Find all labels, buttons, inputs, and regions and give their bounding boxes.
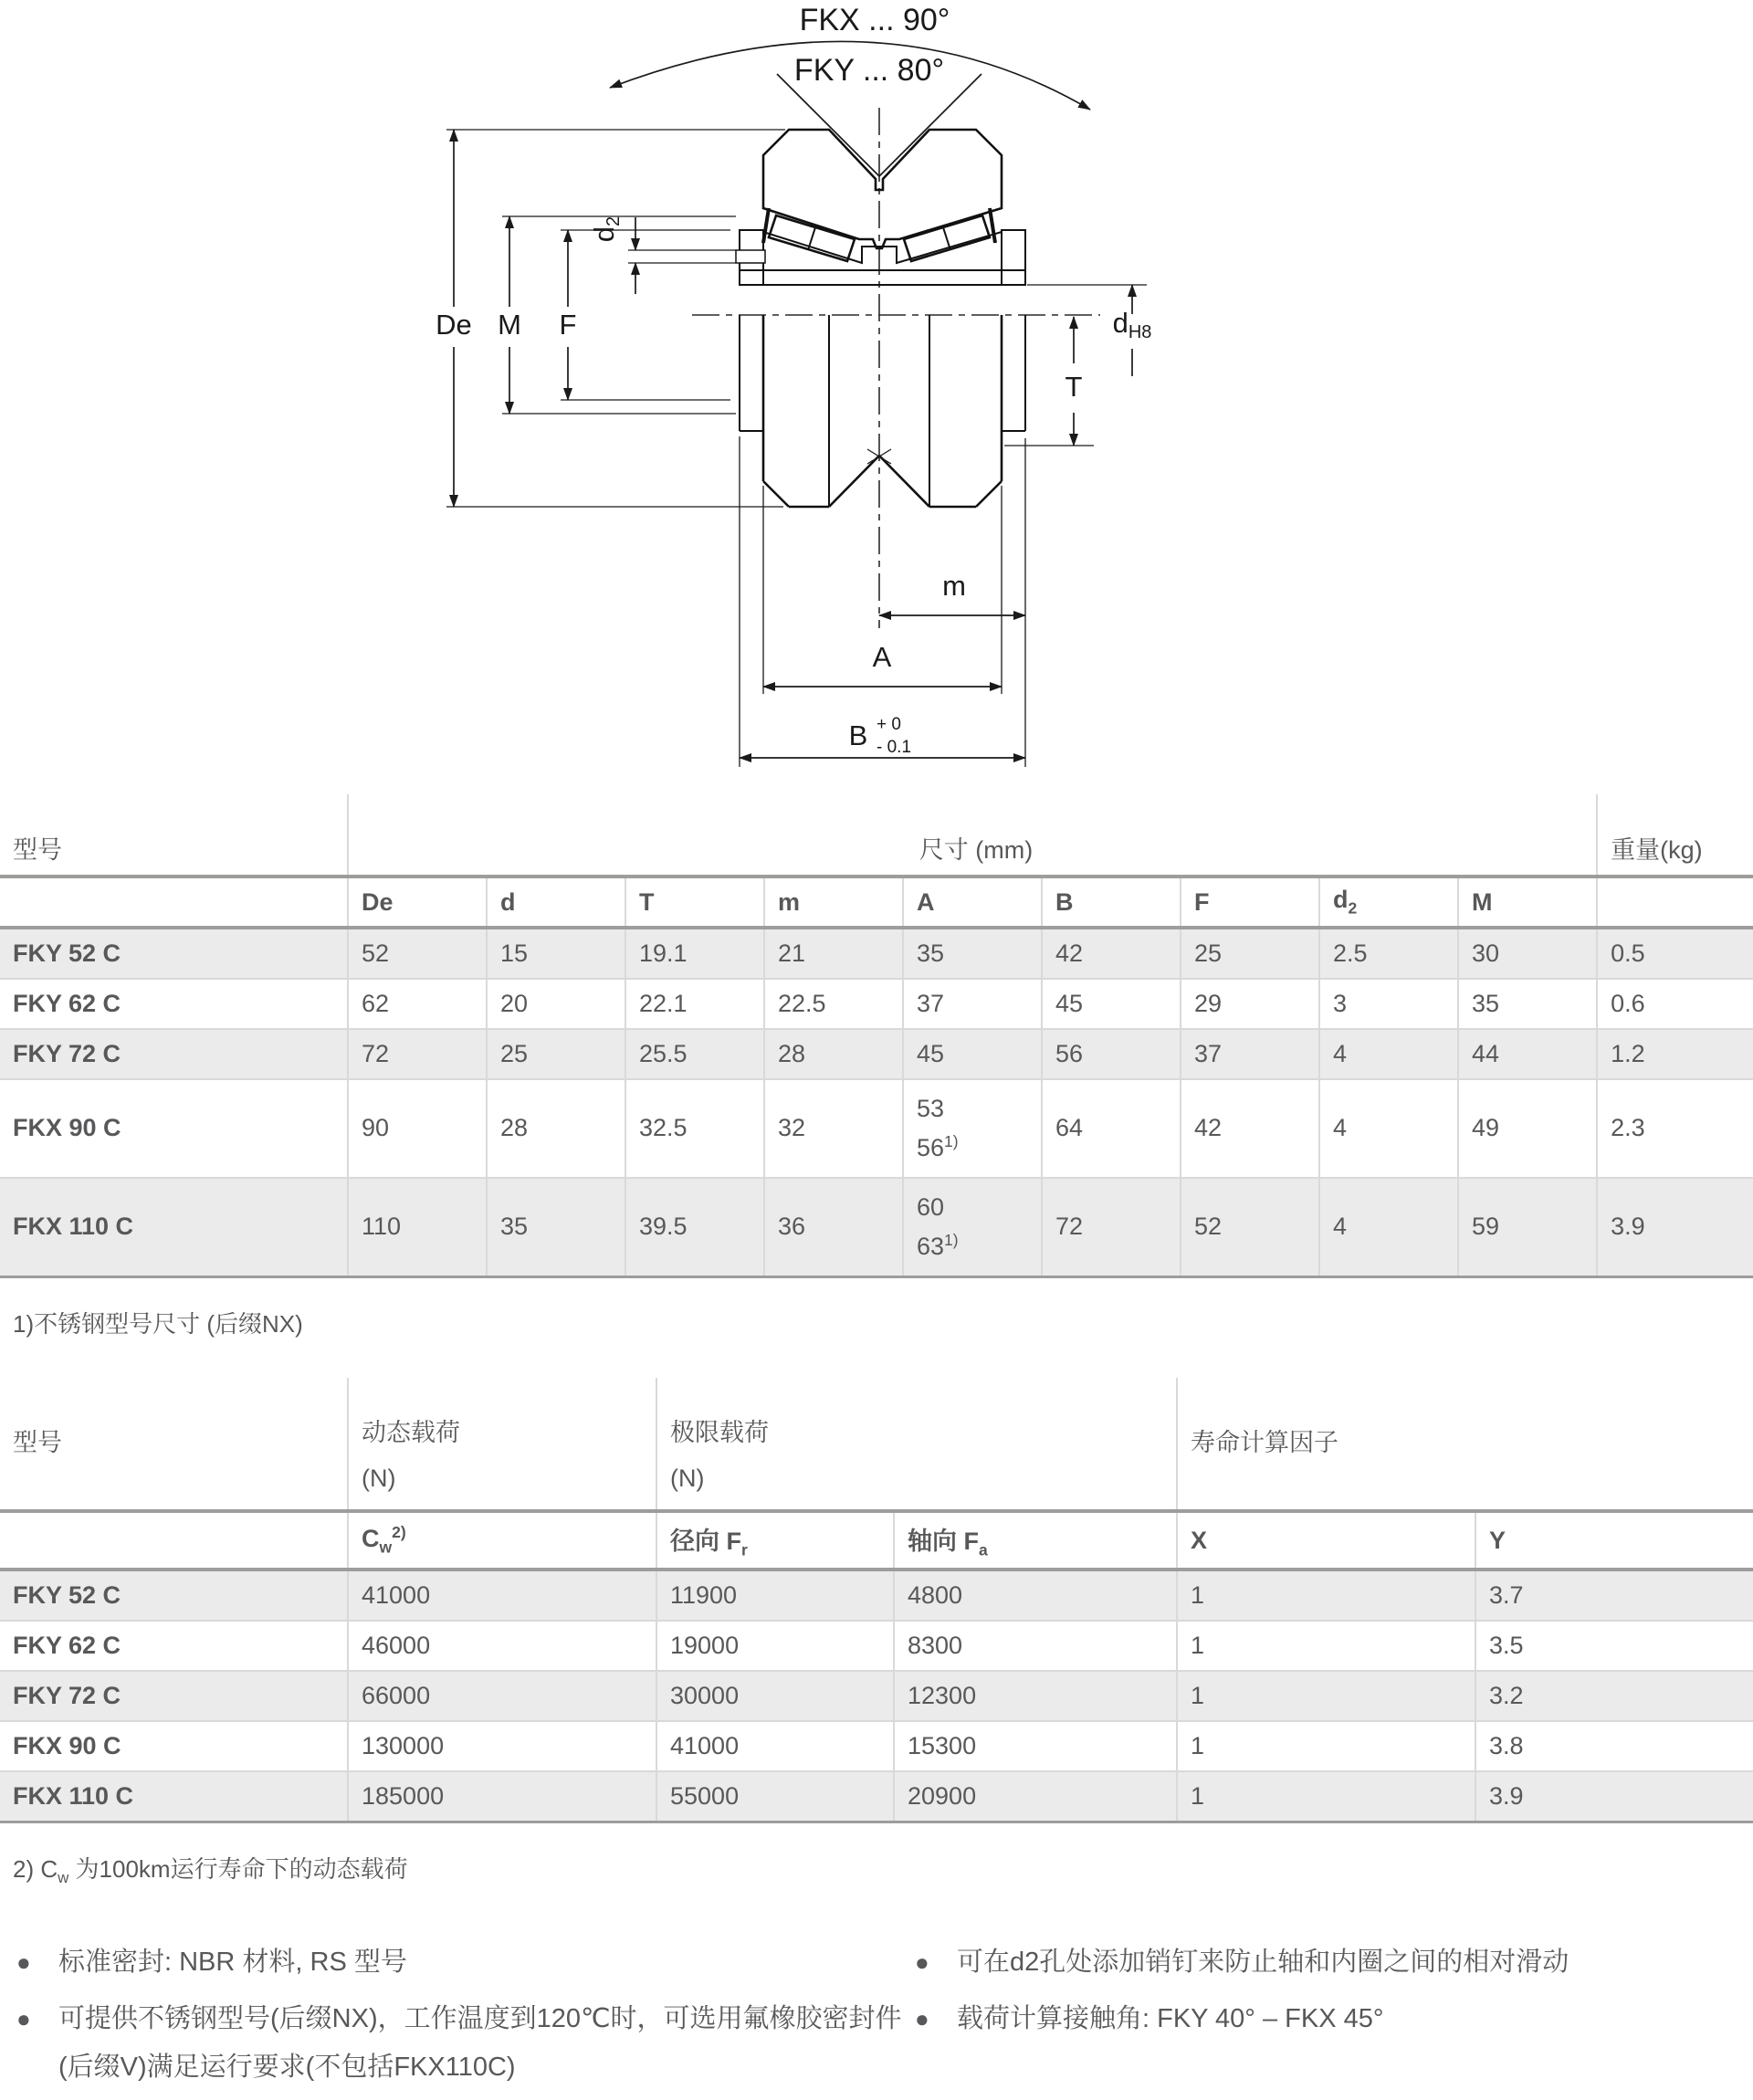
- subheader-m: m: [764, 877, 903, 928]
- value-cell: 37: [1181, 1029, 1319, 1079]
- model-cell: FKY 52 C: [0, 928, 348, 979]
- footnote-2: 2) $C_w$ 为100km运行寿命下的动态载荷: [13, 1855, 408, 1887]
- angle-label-fky: FKY ... 80°: [793, 53, 945, 88]
- value-cell: 3.2: [1475, 1671, 1753, 1721]
- model-cell: FKX 90 C: [0, 1721, 348, 1771]
- value-cell: 72: [1042, 1178, 1181, 1277]
- value-cell: 2.3: [1597, 1079, 1753, 1178]
- value-cell: 21: [764, 928, 903, 979]
- subheader-B: B: [1042, 877, 1181, 928]
- value-cell: 1: [1177, 1771, 1475, 1822]
- value-cell: 53 56$^{1)}$: [903, 1079, 1042, 1178]
- value-cell: 3: [1319, 979, 1458, 1029]
- note-item: [915, 1938, 1737, 1988]
- dim-label-de: De: [436, 309, 472, 341]
- subheader-axial-fa: 轴向 $F_a$: [894, 1511, 1177, 1570]
- value-cell: 0.5: [1597, 928, 1753, 979]
- table-row: [0, 1621, 1753, 1671]
- note-item: [16, 1938, 904, 1988]
- value-cell: 110: [348, 1178, 487, 1277]
- table2-body: [0, 1570, 1753, 1822]
- col-header-weight: 重量(kg): [1597, 794, 1753, 877]
- note-item: [16, 1995, 904, 2093]
- value-cell: 41000: [348, 1570, 656, 1621]
- bearing-cross-section-drawing: [0, 0, 1753, 767]
- notes-section: [0, 1938, 1753, 2100]
- value-cell: 12300: [894, 1671, 1177, 1721]
- table-row: [0, 1570, 1753, 1621]
- table-row: [0, 1029, 1753, 1079]
- value-cell: 44: [1458, 1029, 1597, 1079]
- value-cell: 2.5: [1319, 928, 1458, 979]
- value-cell: 4: [1319, 1079, 1458, 1178]
- value-cell: 72: [348, 1029, 487, 1079]
- note-text: 可提供不锈钢型号(后缀NX)，工作温度到120℃时，可选用氟橡胶密封件(后缀V)满足运行要求(不包括FKX110C): [58, 2003, 902, 2083]
- value-cell: 55000: [656, 1771, 894, 1822]
- value-cell: 4800: [894, 1570, 1177, 1621]
- dim-label-d2-base: d: [588, 226, 620, 243]
- table1-sub-header: [0, 877, 1753, 928]
- subheader-T: T: [625, 877, 764, 928]
- table-row: [0, 1079, 1753, 1178]
- value-cell: 64: [1042, 1079, 1181, 1178]
- subheader-d: d: [487, 877, 625, 928]
- value-cell: 52: [1181, 1178, 1319, 1277]
- table-row: [0, 979, 1753, 1029]
- value-cell: 11900: [656, 1570, 894, 1621]
- value-cell: 30000: [656, 1671, 894, 1721]
- table2-group-header: [0, 1378, 1753, 1511]
- value-cell: 25.5: [625, 1029, 764, 1079]
- notes-right-column: [904, 1938, 1737, 2100]
- table2-sub-header: [0, 1511, 1753, 1570]
- subheader-M: M: [1458, 877, 1597, 928]
- subheader-A: A: [903, 877, 1042, 928]
- subheader-cw: $C_w^{2)}$: [348, 1511, 656, 1570]
- bullet-icon: ●: [915, 1948, 929, 1977]
- value-cell: 22.1: [625, 979, 764, 1029]
- angle-label-fkx: FKX ... 90°: [799, 3, 950, 37]
- value-cell: 29: [1181, 979, 1319, 1029]
- value-cell: 35: [903, 928, 1042, 979]
- value-cell: 3.8: [1475, 1721, 1753, 1771]
- model-cell: FKX 110 C: [0, 1771, 348, 1822]
- value-cell: 1: [1177, 1721, 1475, 1771]
- notes-left-column: [0, 1938, 904, 2100]
- subheader-empty: [0, 877, 348, 928]
- value-cell: 46000: [348, 1621, 656, 1671]
- d2-pin-hole: [736, 250, 765, 263]
- value-cell: 39.5: [625, 1178, 764, 1277]
- value-cell: 3.7: [1475, 1570, 1753, 1621]
- subheader-radial-fr: 径向 $F_r$: [656, 1511, 894, 1570]
- table-row: [0, 1771, 1753, 1822]
- value-cell: 15: [487, 928, 625, 979]
- model-cell: FKX 110 C: [0, 1178, 348, 1277]
- model-cell: FKY 62 C: [0, 979, 348, 1029]
- note-text: 可在d2孔处添加销钉来防止轴和内圈之间的相对滑动: [957, 1948, 1569, 1978]
- value-cell: 62: [348, 979, 487, 1029]
- value-cell: 15300: [894, 1721, 1177, 1771]
- subheader-x: X: [1177, 1511, 1475, 1570]
- subheader-F: F: [1181, 877, 1319, 928]
- value-cell: 22.5: [764, 979, 903, 1029]
- col-header-model2: 型号: [0, 1378, 348, 1511]
- dim-label-m-width: m: [942, 570, 966, 602]
- value-cell: 19000: [656, 1621, 894, 1671]
- value-cell: 59: [1458, 1178, 1597, 1277]
- inner-ring-section: [763, 232, 1002, 270]
- value-cell: 32.5: [625, 1079, 764, 1178]
- value-cell: 37: [903, 979, 1042, 1029]
- col-header-limit-load: 极限载荷 (N): [656, 1378, 1177, 1511]
- subheader-y: Y: [1475, 1511, 1753, 1570]
- value-cell: 25: [487, 1029, 625, 1079]
- value-cell: 32: [764, 1079, 903, 1178]
- value-cell: 60 63$^{1)}$: [903, 1178, 1042, 1277]
- value-cell: 130000: [348, 1721, 656, 1771]
- col-header-dynamic-load: 动态载荷 (N): [348, 1378, 656, 1511]
- value-cell: 52: [348, 928, 487, 979]
- dim-label-b-tol-top: + 0: [876, 715, 901, 734]
- bullet-icon: ●: [915, 2004, 929, 2032]
- dim-label-b: B: [848, 719, 868, 751]
- bullet-icon: ●: [16, 1948, 31, 1977]
- bullet-icon: ●: [16, 2004, 31, 2032]
- note-item: [915, 1995, 1737, 2044]
- value-cell: 35: [487, 1178, 625, 1277]
- value-cell: 42: [1042, 928, 1181, 979]
- dim-label-m-outer: M: [498, 309, 521, 341]
- dimensions-table: [0, 794, 1753, 1278]
- col-header-dimensions: 尺寸 (mm): [348, 794, 1597, 877]
- value-cell: 35: [1458, 979, 1597, 1029]
- value-cell: 20900: [894, 1771, 1177, 1822]
- dim-label-b-tol-bottom: - 0.1: [876, 738, 912, 757]
- dim-label-t: T: [1065, 371, 1083, 403]
- model-cell: FKX 90 C: [0, 1079, 348, 1178]
- note-text: 标准密封: NBR 材料, RS 型号: [58, 1948, 407, 1978]
- table1-group-header: [0, 794, 1753, 877]
- subheader2-empty: [0, 1511, 348, 1570]
- value-cell: 3.9: [1475, 1771, 1753, 1822]
- subheader-d2: $d_2$: [1319, 877, 1458, 928]
- outer-ring-section: [763, 130, 1002, 248]
- dim-label-f: F: [559, 309, 577, 341]
- subheader-empty-weight: [1597, 877, 1753, 928]
- model-cell: FKY 72 C: [0, 1029, 348, 1079]
- table-row: [0, 1721, 1753, 1771]
- value-cell: 3.5: [1475, 1621, 1753, 1671]
- table-row: [0, 1671, 1753, 1721]
- technical-drawing-section: [0, 0, 1753, 767]
- value-cell: 1.2: [1597, 1029, 1753, 1079]
- model-cell: FKY 62 C: [0, 1621, 348, 1671]
- value-cell: 56: [1042, 1029, 1181, 1079]
- value-cell: 0.6: [1597, 979, 1753, 1029]
- model-cell: FKY 72 C: [0, 1671, 348, 1721]
- value-cell: 19.1: [625, 928, 764, 979]
- table-row: [0, 928, 1753, 979]
- value-cell: 20: [487, 979, 625, 1029]
- dim-label-d2: [588, 216, 624, 242]
- right-collar: [1002, 230, 1025, 285]
- dim-label-dh8-sub: H8: [1128, 322, 1152, 342]
- value-cell: 4: [1319, 1178, 1458, 1277]
- note-text: 载荷计算接触角: FKY 40° – FKX 45°: [957, 2003, 1384, 2033]
- axle-sleeve: [740, 270, 1025, 285]
- value-cell: 185000: [348, 1771, 656, 1822]
- value-cell: 41000: [656, 1721, 894, 1771]
- value-cell: 30: [1458, 928, 1597, 979]
- value-cell: 1: [1177, 1621, 1475, 1671]
- dim-label-a: A: [872, 641, 892, 673]
- dim-label-dh8-base: d: [1112, 307, 1128, 339]
- model-cell: FKY 52 C: [0, 1570, 348, 1621]
- value-cell: 3.9: [1597, 1178, 1753, 1277]
- dim-label-d2-sub: 2: [604, 215, 624, 226]
- value-cell: 25: [1181, 928, 1319, 979]
- value-cell: 1: [1177, 1570, 1475, 1621]
- subheader-De: De: [348, 877, 487, 928]
- value-cell: 66000: [348, 1671, 656, 1721]
- value-cell: 28: [764, 1029, 903, 1079]
- value-cell: 1: [1177, 1671, 1475, 1721]
- value-cell: 4: [1319, 1029, 1458, 1079]
- value-cell: 42: [1181, 1079, 1319, 1178]
- value-cell: 90: [348, 1079, 487, 1178]
- value-cell: 36: [764, 1178, 903, 1277]
- value-cell: 28: [487, 1079, 625, 1178]
- footnote-1: 1)不锈钢型号尺寸 (后缀NX): [13, 1310, 303, 1338]
- value-cell: 45: [903, 1029, 1042, 1079]
- value-cell: 49: [1458, 1079, 1597, 1178]
- col-header-model: 型号: [0, 794, 348, 877]
- load-ratings-table: [0, 1378, 1753, 1823]
- value-cell: 8300: [894, 1621, 1177, 1671]
- table1-body: [0, 928, 1753, 1277]
- col-header-life-factor: 寿命计算因子: [1177, 1378, 1753, 1511]
- table-row: [0, 1178, 1753, 1277]
- value-cell: 45: [1042, 979, 1181, 1029]
